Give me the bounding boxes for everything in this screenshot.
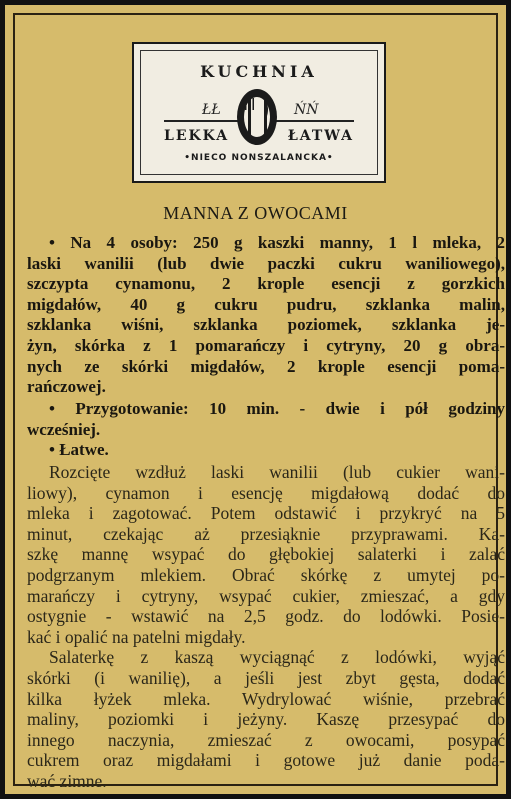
steps-line: Salaterkę z kaszą wyciągnąć z lodówki, wyjąć [49,647,505,668]
ingredients-line: laski wanilii (lub dwie paczki cukru waniliowego), [27,253,505,273]
ingredients-line: nych ze skórki migdałów, 2 krople esencji poma- [27,356,505,376]
steps-block [27,462,505,792]
ingredients-line: żyn, skórka z 1 pomarańczy i cytryny, 20 g obra- [27,335,505,355]
steps-line: maliny, poziomki i jeżyny. Kaszę przesypać do [27,709,505,730]
logo-title: KUCHNIA [200,62,318,81]
logo-script-right: ŃŃ [294,102,319,118]
ingredients-line: • Na 4 osoby: 250 g kaszki manny, 1 l mleka, 2 [49,233,505,252]
ingredients-line: rańczowej. [27,377,106,397]
logo-word-left: LEKKA [164,128,230,144]
ingredients-block [27,233,505,398]
steps-line: szkę mannę wsypać do głębokiej salaterki i zalać [27,544,505,565]
logo-subtitle: •NIECO NONSZALANCKA• [184,153,334,163]
steps-line: podgrzanym mlekiem. Obrać skórkę z umytej po- [27,564,505,585]
steps-line: mleka i zagotować. Potem odstawić i przykryć na 5 [27,503,505,524]
steps-line: Rozcięte wzdłuż laski wanilii (lub cukier wani- [49,462,505,482]
steps-line: wać zimne. [27,770,107,791]
steps-line: kilka łyżek mleka. Wydrylować wiśnie, przebrać [27,688,505,709]
logo-rule-right [274,120,354,122]
difficulty-line: • Łatwe. [49,440,109,460]
steps-line: marańczy i cytryny, wsypać cukier, zmieszać, a gdy [27,585,505,606]
logo-script-left: ŁŁ [202,102,221,118]
steps-line: skórki (i wanilię), a jeśli jest zbyt gęsta, dodać [27,667,505,688]
steps-line: minut, czekając aż przesiąknie przyprawami. Ka- [27,523,505,544]
ingredients-line: szklanka wiśni, szklanka poziomek, szklanka je- [27,315,505,335]
steps-line: innego naczynia, zmieszać z owocami, posypać [27,729,505,750]
steps-line: liowy), cynamon i esencję migdałową dodać do [27,482,505,503]
ingredients-line: szczypta cynamonu, 2 krople esencji z gorzkich [27,274,505,294]
preparation-line: wcześniej. [27,419,101,439]
column-logo [132,42,386,183]
steps-line: ostygnie - wstawić na 2,5 godz. do lodówki. Posie- [27,606,505,627]
recipe-title: MANNA Z OWOCAMI [163,203,348,223]
logo-words [164,128,354,144]
steps-line: kać i opalić na patelni migdały. [27,626,246,647]
logo-word-right: ŁATWA [287,128,354,144]
preparation-line: • Przygotowanie: 10 min. - dwie i pół godziny [49,399,505,418]
logo-rule-left [164,120,244,122]
preparation-block [27,399,505,461]
ingredients-line: migdałów, 40 g cukru pudru, szklanka malin, [27,294,505,314]
steps-line: cukrem oraz migdałami i gotowe już danie poda- [27,750,505,771]
